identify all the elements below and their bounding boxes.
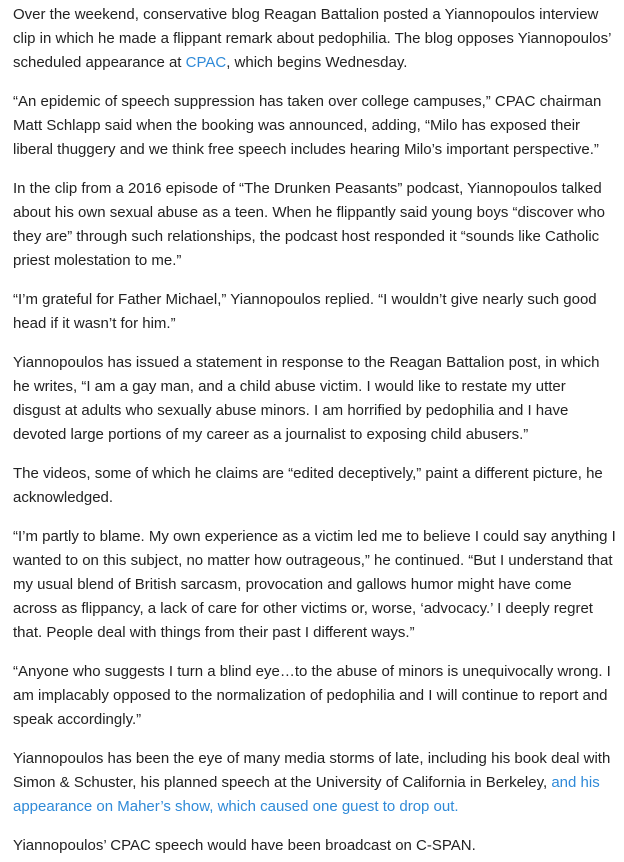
- paragraph-8: “Anyone who suggests I turn a blind eye…to the abuse of minors is unequivocally wrong. I am implacably opposed to the normalization of pedophilia and I will continue to report and speak accordingly.”: [13, 663, 611, 728]
- paragraph-10: Yiannopoulos’ CPAC speech would have been broadcast on C-SPAN.: [13, 837, 476, 854]
- paragraph-1-text-before: Over the weekend, conservative blog Reagan Battalion posted a Yiannopoulos interview clip in which he made a flippant remark about pedophilia. The blog opposes Yiannopoulos’ scheduled appearance at: [13, 6, 611, 71]
- paragraph-9-text-before: Yiannopoulos has been the eye of many media storms of late, including his book deal with Simon & Schuster, his planned speech at the University of California in Berkeley,: [13, 750, 611, 791]
- paragraph-9: [13, 747, 616, 819]
- paragraph-2: “An epidemic of speech suppression has taken over college campuses,” CPAC chairman Matt Schlapp said when the booking was announced, adding, “Milo has exposed their liberal thuggery and we think free speech includes hearing Milo’s important perspective.”: [13, 93, 602, 158]
- cpac-link[interactable]: CPAC: [185, 54, 227, 71]
- paragraph-4: “I’m grateful for Father Michael,” Yiannopoulos replied. “I wouldn’t give nearly such good head if it wasn’t for him.”: [13, 291, 597, 332]
- paragraph-3: In the clip from a 2016 episode of “The Drunken Peasants” podcast, Yiannopoulos talked about his own sexual abuse as a teen. When he flippantly said young boys “discover who they are” through such relationships, the podcast host responded it “sounds like Catholic priest molestation to me.”: [13, 180, 606, 269]
- maher-show-link[interactable]: and his appearance on Maher’s show, which caused one guest to drop out.: [13, 774, 600, 815]
- paragraph-6: The videos, some of which he claims are “edited deceptively,” paint a different picture, he acknowledged.: [13, 465, 603, 506]
- paragraph-7: “I’m partly to blame. My own experience as a victim led me to believe I could say anything I wanted to on this subject, no matter how outrageous,” he continued. “But I understand that my usual blend of British sarcasm, provocation and gallows humor might have come across as flippancy, a lack of care for other victims or, worse, ‘advocacy.’ I deeply regret that. People deal with things from their past I different ways.”: [13, 528, 616, 641]
- paragraph-1-text-after: , which begins Wednesday.: [226, 54, 408, 71]
- paragraph-1: [13, 3, 616, 75]
- paragraph-5: Yiannopoulos has issued a statement in response to the Reagan Battalion post, in which he writes, “I am a gay man, and a child abuse victim. I would like to restate my utter disgust at adults who sexually abuse minors. I am horrified by pedophilia and I have devoted large portions of my career as a journalist to exposing child abusers.”: [13, 354, 600, 443]
